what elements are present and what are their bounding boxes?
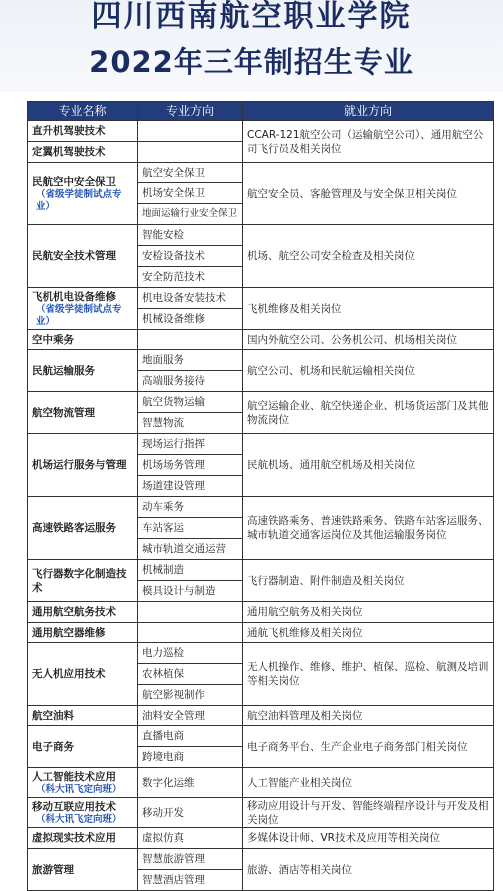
table-row <box>28 828 494 849</box>
major-direction: 安全防范技术 <box>138 267 243 288</box>
table-row <box>28 798 494 828</box>
major-direction: 移动开发 <box>138 798 243 828</box>
major-direction: 航空安全保卫 <box>138 163 243 183</box>
table-row <box>28 643 494 664</box>
major-name: 机场运行服务与管理 <box>28 434 138 497</box>
table-row <box>28 560 494 581</box>
majors-table <box>27 101 494 891</box>
employment-cell: 多媒体设计师、VR技术及应用等相关岗位 <box>243 828 494 849</box>
major-direction-empty <box>138 121 243 142</box>
major-name: 定翼机驾驶技术 <box>28 142 138 163</box>
major-direction: 油料安全管理 <box>138 706 243 726</box>
header-employment: 就业方向 <box>243 102 494 121</box>
table-row <box>28 849 494 870</box>
employment-cell: 电子商务平台、生产企业电子商务部门相关岗位 <box>243 726 494 768</box>
employment-cell: 旅游、酒店等相关岗位 <box>243 849 494 891</box>
major-name: 飞行器数字化制造技术 <box>28 560 138 602</box>
major-name: 人工智能技术应用 <box>32 770 116 783</box>
major-direction: 地面运输行业安全保卫 <box>138 204 243 225</box>
table-row <box>28 768 494 798</box>
employment-cell: 航空油料管理及相关岗位 <box>243 706 494 726</box>
table-row <box>28 602 494 623</box>
major-direction-empty <box>138 623 243 643</box>
major-direction: 安检设备技术 <box>138 246 243 267</box>
major-name: 航空物流管理 <box>28 392 138 434</box>
major-direction: 直播电商 <box>138 726 243 747</box>
employment-cell: 飞行器制造、附件制造及相关岗位 <box>243 560 494 602</box>
major-direction: 机电设备安装技术 <box>138 288 243 309</box>
major-name-cell <box>28 798 138 828</box>
header-major-direction: 专业方向 <box>138 102 243 121</box>
table-row <box>28 434 494 455</box>
employment-cell: 飞机维修及相关岗位 <box>243 288 494 330</box>
employment-cell: 通航飞机维修及相关岗位 <box>243 623 494 643</box>
major-direction: 机场场务管理 <box>138 455 243 476</box>
employment-cell: 移动应用设计与开发、智能终端程序设计与开发及相关岗位 <box>243 798 494 828</box>
major-direction-empty <box>138 330 243 350</box>
major-direction: 机械制造 <box>138 560 243 581</box>
major-direction: 智慧物流 <box>138 413 243 434</box>
table-row <box>28 350 494 371</box>
employment-cell: 航空安全员、客舱管理及与安全保卫相关岗位 <box>243 163 494 225</box>
employment-cell: 民航机场、通用航空机场及相关岗位 <box>243 434 494 497</box>
major-direction-empty <box>138 142 243 163</box>
employment-cell: 机场、航空公司安全检查及相关岗位 <box>243 225 494 288</box>
major-direction: 车站客运 <box>138 518 243 539</box>
employment-cell: 通用航空航务及相关岗位 <box>243 602 494 623</box>
employment-cell: CCAR-121航空公司（运输航空公司）、通用航空公司飞行员及相关岗位 <box>243 121 494 163</box>
major-name-cell <box>28 768 138 798</box>
major-name: 直升机驾驶技术 <box>28 121 138 142</box>
major-direction: 场道建设管理 <box>138 476 243 497</box>
major-direction: 现场运行指挥 <box>138 434 243 455</box>
major-name: 空中乘务 <box>28 330 138 350</box>
major-name: 民航运输服务 <box>28 350 138 392</box>
major-name: 通用航空器维修 <box>28 623 138 643</box>
table-row <box>28 163 494 183</box>
table-row <box>28 392 494 413</box>
table-header-row <box>28 102 494 121</box>
major-note: （省级学徒制试点专业） <box>36 303 122 327</box>
major-name: 虚拟现实技术应用 <box>28 828 138 849</box>
major-direction: 地面服务 <box>138 350 243 371</box>
major-direction: 跨境电商 <box>138 747 243 768</box>
table-row <box>28 225 494 246</box>
employment-cell: 国内外航空公司、公务机公司、机场相关岗位 <box>243 330 494 350</box>
major-direction-empty <box>138 602 243 623</box>
major-direction: 航空影视制作 <box>138 685 243 706</box>
employment-cell: 高速铁路乘务、普速铁路乘务、铁路车站客运服务、城市轨道交通客运岗位及其他运输服务岗位 <box>243 497 494 560</box>
major-direction: 数字化运维 <box>138 768 243 798</box>
major-direction: 智能安检 <box>138 225 243 246</box>
major-direction: 虚拟仿真 <box>138 828 243 849</box>
table-row <box>28 288 494 309</box>
table-row <box>28 706 494 726</box>
major-direction: 农林植保 <box>138 664 243 685</box>
major-direction: 高端服务接待 <box>138 371 243 392</box>
major-direction: 航空货物运输 <box>138 392 243 413</box>
major-direction: 动车乘务 <box>138 497 243 518</box>
major-name: 民航安全技术管理 <box>28 225 138 288</box>
major-direction: 智慧酒店管理 <box>138 870 243 891</box>
major-name: 航空油料 <box>28 706 138 726</box>
employment-cell: 航空公司、机场和民航运输相关岗位 <box>243 350 494 392</box>
table-row <box>28 121 494 142</box>
major-direction: 电力巡检 <box>138 643 243 664</box>
page-subtitle: 2022年三年制招生专业 <box>89 45 414 79</box>
major-name: 高速铁路客运服务 <box>28 497 138 560</box>
table-row <box>28 623 494 643</box>
major-name: 电子商务 <box>28 726 138 768</box>
major-note: （科大讯飞定向班） <box>36 783 122 795</box>
page-header <box>0 0 503 92</box>
table-row <box>28 497 494 518</box>
major-direction: 机械设备维修 <box>138 309 243 330</box>
employment-cell: 航空运输企业、航空快递企业、机场货运部门及其他物流岗位 <box>243 392 494 434</box>
major-direction: 模具设计与制造 <box>138 581 243 602</box>
major-note: （科大讯飞定向班） <box>36 813 122 825</box>
major-name: 通用航空航务技术 <box>28 602 138 623</box>
table-row <box>28 726 494 747</box>
major-direction: 智慧旅游管理 <box>138 849 243 870</box>
major-name: 飞机机电设备维修 <box>32 290 116 303</box>
major-note: （省级学徒制试点专业） <box>36 188 122 212</box>
major-name-cell <box>28 288 138 330</box>
major-name-cell <box>28 163 138 225</box>
employment-cell: 无人机操作、维修、维护、植保、巡检、航测及培训等相关岗位 <box>243 643 494 706</box>
major-direction: 城市轨道交通运营 <box>138 539 243 560</box>
major-name: 民航空中安全保卫 <box>32 175 116 188</box>
table-row <box>28 330 494 350</box>
major-name: 旅游管理 <box>28 849 138 891</box>
employment-cell: 人工智能产业相关岗位 <box>243 768 494 798</box>
major-name: 移动互联应用技术 <box>32 800 116 813</box>
header-major-name: 专业名称 <box>28 102 138 121</box>
school-title: 四川西南航空职业学院 <box>91 0 412 34</box>
major-name: 无人机应用技术 <box>28 643 138 706</box>
major-direction: 机场安全保卫 <box>138 183 243 204</box>
